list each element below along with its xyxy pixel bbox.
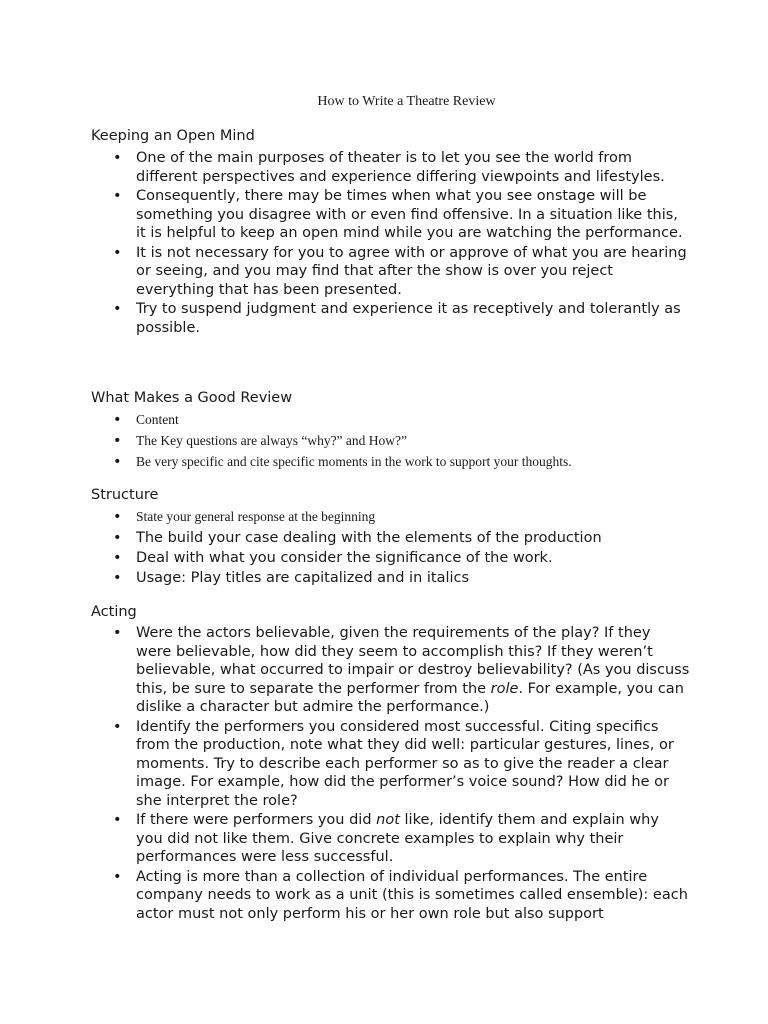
bullet-text: Were the actors believable, given the requirements of the play? If they were believable, how did they seem to accomplish this? If they weren’t believable, what occurred to impair or destroy believability? (As you discuss this, be sure to separate the performer from the <box>136 625 690 697</box>
bullet-icon: • <box>113 570 122 586</box>
list-item <box>0 811 690 867</box>
bullet-text: Be very specific and cite specific moments in the work to support your thoughts. <box>136 454 572 469</box>
bullet-list-good-review <box>0 411 690 474</box>
bullet-icon: • <box>113 188 122 204</box>
bullet-text: Identify the performers you considered most successful. Citing specifics from the production, note what they did well: particular gestures, lines, or moments. Try to describe each performer so as to give the reader a clear image. For example, how did the performer’s voice sound? How did he or she interpret the role? <box>136 718 674 809</box>
bullet-icon: • <box>113 812 122 828</box>
bullet-list-structure <box>0 508 690 589</box>
bullet-icon: • <box>113 301 122 317</box>
bullet-icon: • <box>113 625 122 641</box>
bullet-text: Acting is more than a collection of individual performances. The entire company needs to work as a unit (this is sometimes called ensemble): each actor must not only perform his or her own role but also support <box>136 868 688 922</box>
bullet-icon: • <box>113 433 122 449</box>
bullet-icon: • <box>113 509 122 525</box>
list-item <box>0 432 690 450</box>
bullet-icon: • <box>113 718 122 735</box>
bullet-text: It is not necessary for you to agree with or approve of what you are hearing or seeing, and you may find that after the show is over you reject everything that has been presented. <box>136 244 687 298</box>
list-item <box>0 868 690 924</box>
list-item <box>0 508 690 526</box>
list-item <box>0 244 690 300</box>
bullet-text: Try to suspend judgment and experience it as receptively and tolerantly as possible. <box>136 301 681 336</box>
section-heading-good-review: What Makes a Good Review <box>91 390 293 406</box>
list-item <box>0 411 690 429</box>
list-item <box>0 549 690 568</box>
list-item <box>0 624 690 717</box>
bullet-text: One of the main purposes of theater is to let you see the world from different perspectives and experience differing viewpoints and lifestyles. <box>136 150 665 185</box>
bullet-icon: • <box>113 244 122 261</box>
bullet-icon: • <box>113 150 122 166</box>
bullet-list-open-mind <box>0 149 690 338</box>
bullet-text: role <box>490 680 519 697</box>
bullet-text: The Key questions are always “why?” and How?” <box>136 433 408 448</box>
section-heading-open-mind: Keeping an Open Mind <box>91 128 255 144</box>
bullet-text: Content <box>136 412 179 427</box>
bullet-text: like, identify them and explain why you did not like them. Give concrete examples to explain why their performances were less successful. <box>136 812 659 865</box>
bullet-text: . For example, you can dislike a character but admire the performance.) <box>136 680 684 715</box>
bullet-text: The build your case dealing with the elements of the production <box>136 530 602 546</box>
list-item <box>0 453 690 471</box>
bullet-icon: • <box>113 550 122 566</box>
document-title: How to Write a Theatre Review <box>317 94 496 109</box>
bullet-text: Deal with what you consider the significance of the work. <box>136 550 553 566</box>
section-heading-acting: Acting <box>91 604 137 620</box>
bullet-icon: • <box>113 868 122 885</box>
bullet-text: State your general response at the beginning <box>136 509 376 524</box>
bullet-text: Usage: Play titles are capitalized and in italics <box>136 570 470 586</box>
bullet-icon: • <box>113 412 122 428</box>
bullet-list-acting <box>0 624 690 924</box>
bullet-icon: • <box>113 454 122 470</box>
bullet-text: Consequently, there may be times when what you see onstage will be something you disagree with or even find offensive. In a situation like this, it is helpful to keep an open mind while you are watching the performance. <box>136 188 683 241</box>
list-item <box>0 300 690 337</box>
bullet-text: If there were performers you did <box>136 812 377 828</box>
list-item <box>0 149 690 186</box>
list-item <box>0 718 690 811</box>
section-heading-structure: Structure <box>91 487 159 503</box>
bullet-icon: • <box>113 530 122 546</box>
list-item <box>0 569 690 588</box>
list-item <box>0 529 690 548</box>
bullet-text: not <box>376 812 400 828</box>
list-item <box>0 187 690 243</box>
